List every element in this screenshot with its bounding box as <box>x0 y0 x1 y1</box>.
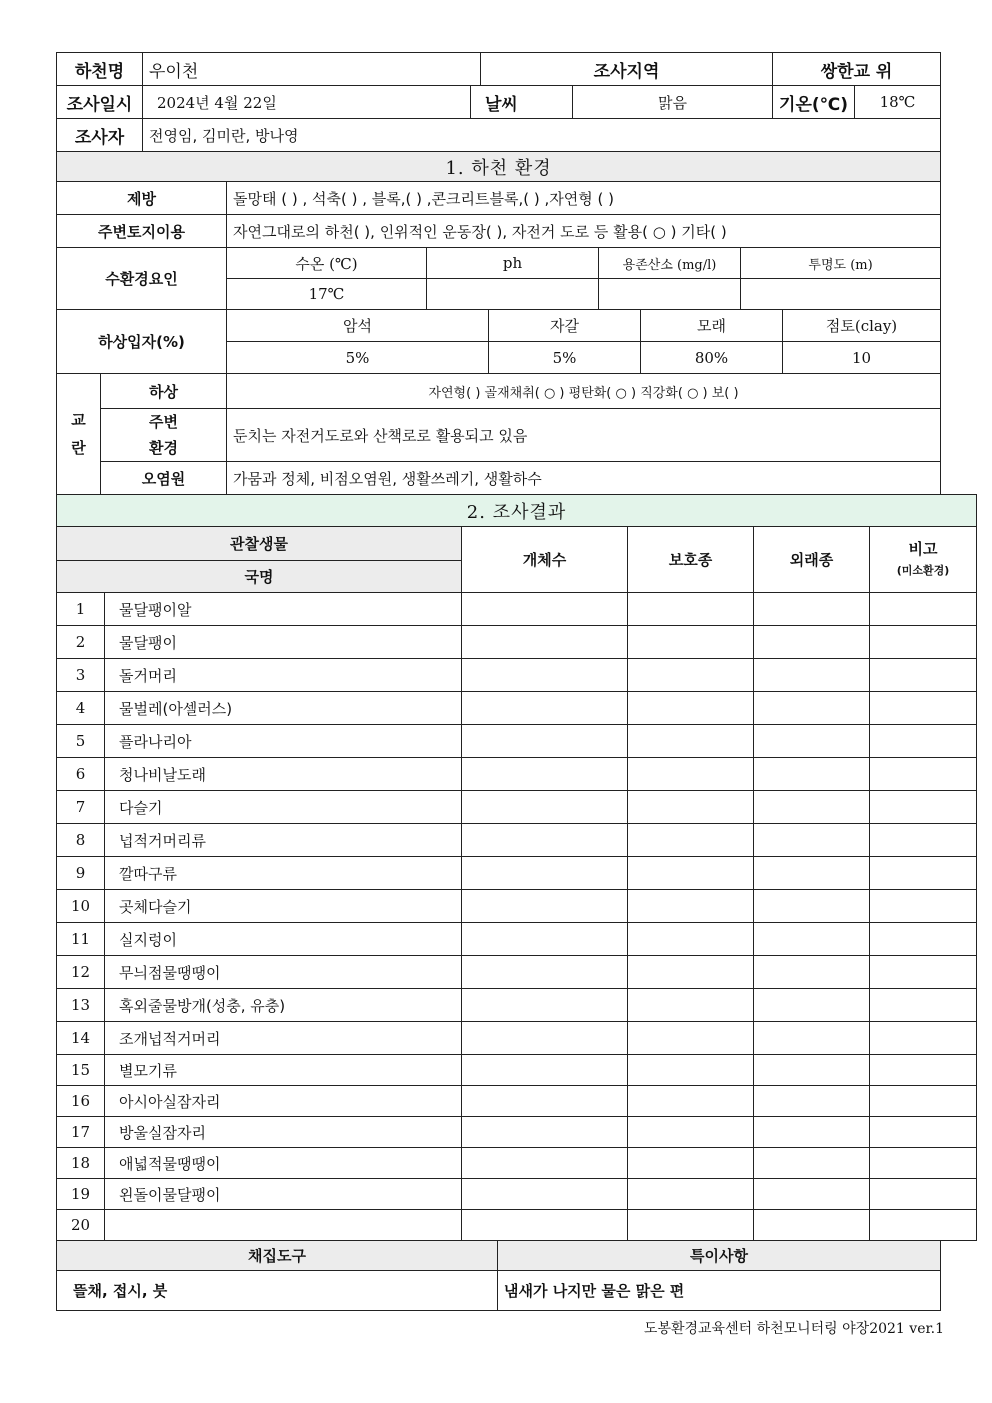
water-env-label: 수환경요인 <box>57 248 227 310</box>
tools-label: 채집도구 <box>57 1241 498 1271</box>
note-cell <box>870 593 977 626</box>
bed-clay-value: 10 <box>783 342 941 374</box>
count-cell <box>462 1210 628 1241</box>
protected-cell <box>628 725 754 758</box>
bed-particle-label: 하상입자(%) <box>57 310 227 374</box>
species-name: 넙적거머리류 <box>105 824 462 857</box>
site-label: 조사지역 <box>481 53 773 86</box>
species-name: 실지렁이 <box>105 923 462 956</box>
alien-cell <box>754 857 870 890</box>
alien-cell <box>754 824 870 857</box>
weather-value: 맑음 <box>573 86 773 119</box>
count-cell <box>462 1055 628 1086</box>
alien-cell <box>754 593 870 626</box>
note-cell <box>870 923 977 956</box>
note-cell <box>870 1179 977 1210</box>
species-name: 방울실잠자리 <box>105 1117 462 1148</box>
surveyor-label: 조사자 <box>57 119 143 152</box>
note-cell <box>870 824 977 857</box>
note-cell <box>870 1086 977 1117</box>
row-number: 6 <box>57 758 105 791</box>
row-number: 7 <box>57 791 105 824</box>
row-number: 1 <box>57 593 105 626</box>
bed-table <box>56 309 941 495</box>
note-cell <box>870 1117 977 1148</box>
note-header-sub: (미소환경) <box>896 563 950 577</box>
note-cell <box>870 956 977 989</box>
transparency-header: 투명도 (m) <box>741 248 941 279</box>
alien-cell <box>754 758 870 791</box>
protected-cell <box>628 956 754 989</box>
note-cell <box>870 1148 977 1179</box>
date-label: 조사일시 <box>57 86 143 119</box>
species-row <box>57 824 977 857</box>
protected-cell <box>628 692 754 725</box>
count-cell <box>462 956 628 989</box>
species-name: 물달팽이 <box>105 626 462 659</box>
water-temp-value: 17℃ <box>227 279 427 310</box>
species-row <box>57 890 977 923</box>
alien-header: 외래종 <box>754 527 870 593</box>
protected-cell <box>628 791 754 824</box>
bed-gravel-value: 5% <box>489 342 641 374</box>
river-name-label: 하천명 <box>57 53 143 86</box>
species-row <box>57 1210 977 1241</box>
count-cell <box>462 923 628 956</box>
protected-cell <box>628 890 754 923</box>
note-cell <box>870 857 977 890</box>
row-number: 17 <box>57 1117 105 1148</box>
species-row <box>57 1117 977 1148</box>
disturb-around-value: 둔치는 자전거도로와 산책로로 활용되고 있음 <box>227 409 941 462</box>
protected-cell <box>628 1086 754 1117</box>
alien-cell <box>754 1117 870 1148</box>
alien-cell <box>754 989 870 1022</box>
special-label: 특이사항 <box>498 1241 941 1271</box>
species-name <box>105 1210 462 1241</box>
species-row <box>57 956 977 989</box>
protected-cell <box>628 1022 754 1055</box>
alien-cell <box>754 1179 870 1210</box>
footer-note: 도봉환경교육센터 하천모니터링 야장2021 ver.1 <box>643 1321 944 1337</box>
embankment-value: 돌망태 ( ) , 석축( ) , 블록,( ) ,콘크리트블록,( ) ,자연형 ( ) <box>227 182 941 215</box>
row-number: 2 <box>57 626 105 659</box>
alien-cell <box>754 725 870 758</box>
bed-sand-header: 모래 <box>641 310 783 342</box>
count-cell <box>462 1086 628 1117</box>
alien-cell <box>754 1148 870 1179</box>
bed-rock-header: 암석 <box>227 310 489 342</box>
count-cell <box>462 989 628 1022</box>
pollution-value: 가뭄과 정체, 비점오염원, 생활쓰레기, 생활하수 <box>227 462 941 495</box>
species-name: 깔따구류 <box>105 857 462 890</box>
note-cell <box>870 791 977 824</box>
transparency-value <box>741 279 941 310</box>
count-cell <box>462 1022 628 1055</box>
count-cell <box>462 1117 628 1148</box>
note-cell <box>870 725 977 758</box>
temp-value: 18℃ <box>855 86 941 119</box>
count-cell <box>462 593 628 626</box>
disturbance-label-text: 교란 <box>71 411 86 457</box>
species-name: 왼돌이물달팽이 <box>105 1179 462 1210</box>
species-row <box>57 1179 977 1210</box>
row-number: 11 <box>57 923 105 956</box>
protected-cell <box>628 989 754 1022</box>
dissolved-oxygen-header: 용존산소 (mg/l) <box>599 248 741 279</box>
note-cell <box>870 1022 977 1055</box>
date-value: 2024년 4월 22일 <box>143 86 471 119</box>
count-cell <box>462 1148 628 1179</box>
species-name: 물달팽이알 <box>105 593 462 626</box>
row-number: 19 <box>57 1179 105 1210</box>
ph-value <box>427 279 599 310</box>
species-name: 무늬점물땡땡이 <box>105 956 462 989</box>
dissolved-oxygen-value <box>599 279 741 310</box>
alien-cell <box>754 1086 870 1117</box>
river-name-value: 우이천 <box>143 53 481 86</box>
observed-label: 관찰생물 <box>57 527 462 561</box>
site-value: 쌍한교 위 <box>773 53 941 86</box>
note-cell <box>870 758 977 791</box>
species-name: 다슬기 <box>105 791 462 824</box>
bottom-table <box>56 1240 941 1311</box>
count-cell <box>462 659 628 692</box>
protected-cell <box>628 1148 754 1179</box>
alien-cell <box>754 1210 870 1241</box>
row-number: 9 <box>57 857 105 890</box>
species-row <box>57 857 977 890</box>
disturb-bed-label: 하상 <box>101 374 227 409</box>
species-row <box>57 692 977 725</box>
species-name: 물벌레(아셀러스) <box>105 692 462 725</box>
note-cell <box>870 1210 977 1241</box>
row-number: 8 <box>57 824 105 857</box>
protected-cell <box>628 857 754 890</box>
row-number: 13 <box>57 989 105 1022</box>
note-cell <box>870 626 977 659</box>
alien-cell <box>754 791 870 824</box>
environment-section-title: 1. 하천 환경 <box>57 152 941 182</box>
species-row <box>57 758 977 791</box>
species-row <box>57 1086 977 1117</box>
water-temp-header: 수온 (℃) <box>227 248 427 279</box>
disturb-around-label-text: 주변 환경 <box>149 413 178 457</box>
alien-cell <box>754 956 870 989</box>
disturb-around-label <box>101 409 227 462</box>
protected-header: 보호종 <box>628 527 754 593</box>
protected-cell <box>628 659 754 692</box>
bed-clay-header: 점토(clay) <box>783 310 941 342</box>
protected-cell <box>628 923 754 956</box>
protected-cell <box>628 1055 754 1086</box>
tools-value: 뜰채, 접시, 붓 <box>57 1271 498 1311</box>
species-row <box>57 1148 977 1179</box>
row-number: 3 <box>57 659 105 692</box>
count-cell <box>462 824 628 857</box>
species-name: 돌거머리 <box>105 659 462 692</box>
alien-cell <box>754 692 870 725</box>
note-header <box>870 527 977 593</box>
protected-cell <box>628 758 754 791</box>
count-cell <box>462 1179 628 1210</box>
results-table <box>56 494 977 1241</box>
count-cell <box>462 626 628 659</box>
species-name: 별모기류 <box>105 1055 462 1086</box>
species-name: 플라나리아 <box>105 725 462 758</box>
row-number: 14 <box>57 1022 105 1055</box>
pollution-label: 오염원 <box>101 462 227 495</box>
protected-cell <box>628 593 754 626</box>
species-name: 청나비날도래 <box>105 758 462 791</box>
alien-cell <box>754 923 870 956</box>
species-row <box>57 659 977 692</box>
count-cell <box>462 758 628 791</box>
results-section-title: 2. 조사결과 <box>57 495 977 527</box>
surveyor-value: 전영임, 김미란, 방나영 <box>143 119 941 152</box>
row-number: 18 <box>57 1148 105 1179</box>
environment-table <box>56 151 941 310</box>
note-cell <box>870 890 977 923</box>
count-header: 개체수 <box>462 527 628 593</box>
species-row <box>57 989 977 1022</box>
species-row <box>57 1055 977 1086</box>
species-name: 조개넙적거머리 <box>105 1022 462 1055</box>
landuse-label: 주변토지이용 <box>57 215 227 248</box>
count-cell <box>462 791 628 824</box>
bed-gravel-header: 자갈 <box>489 310 641 342</box>
protected-cell <box>628 1210 754 1241</box>
alien-cell <box>754 659 870 692</box>
protected-cell <box>628 824 754 857</box>
ph-header: ph <box>427 248 599 279</box>
embankment-label: 제방 <box>57 182 227 215</box>
row-number: 5 <box>57 725 105 758</box>
note-cell <box>870 1055 977 1086</box>
species-row <box>57 593 977 626</box>
korean-name-label: 국명 <box>57 561 462 593</box>
row-number: 16 <box>57 1086 105 1117</box>
note-cell <box>870 692 977 725</box>
landuse-value: 자연그대로의 하천( ), 인위적인 운동장( ), 자전거 도로 등 활용( ○ ) 기타( ) <box>227 215 941 248</box>
special-value: 냄새가 나지만 물은 맑은 편 <box>498 1271 941 1311</box>
alien-cell <box>754 1055 870 1086</box>
note-header-label: 비고 <box>908 539 938 558</box>
count-cell <box>462 692 628 725</box>
species-row <box>57 626 977 659</box>
note-cell <box>870 659 977 692</box>
species-name: 혹외줄물방개(성충, 유충) <box>105 989 462 1022</box>
row-number: 4 <box>57 692 105 725</box>
count-cell <box>462 725 628 758</box>
disturb-bed-value: 자연형( ) 골재채취( ○ ) 평탄화( ○ ) 직강화( ○ ) 보( ) <box>227 374 941 409</box>
note-cell <box>870 989 977 1022</box>
species-row <box>57 923 977 956</box>
row-number: 12 <box>57 956 105 989</box>
species-row <box>57 791 977 824</box>
header-table <box>56 52 941 152</box>
alien-cell <box>754 626 870 659</box>
bed-rock-value: 5% <box>227 342 489 374</box>
alien-cell <box>754 1022 870 1055</box>
bed-sand-value: 80% <box>641 342 783 374</box>
count-cell <box>462 890 628 923</box>
count-cell <box>462 857 628 890</box>
species-name: 애넓적물땡땡이 <box>105 1148 462 1179</box>
protected-cell <box>628 1179 754 1210</box>
temp-label: 기온(℃) <box>773 86 855 119</box>
species-list <box>57 593 977 1241</box>
alien-cell <box>754 890 870 923</box>
protected-cell <box>628 626 754 659</box>
species-row <box>57 725 977 758</box>
row-number: 10 <box>57 890 105 923</box>
protected-cell <box>628 1117 754 1148</box>
species-name: 곳체다슬기 <box>105 890 462 923</box>
disturbance-label <box>57 374 101 495</box>
row-number: 20 <box>57 1210 105 1241</box>
weather-label: 날씨 <box>471 86 573 119</box>
species-row <box>57 1022 977 1055</box>
row-number: 15 <box>57 1055 105 1086</box>
survey-sheet <box>56 52 950 1311</box>
species-name: 아시아실잠자리 <box>105 1086 462 1117</box>
